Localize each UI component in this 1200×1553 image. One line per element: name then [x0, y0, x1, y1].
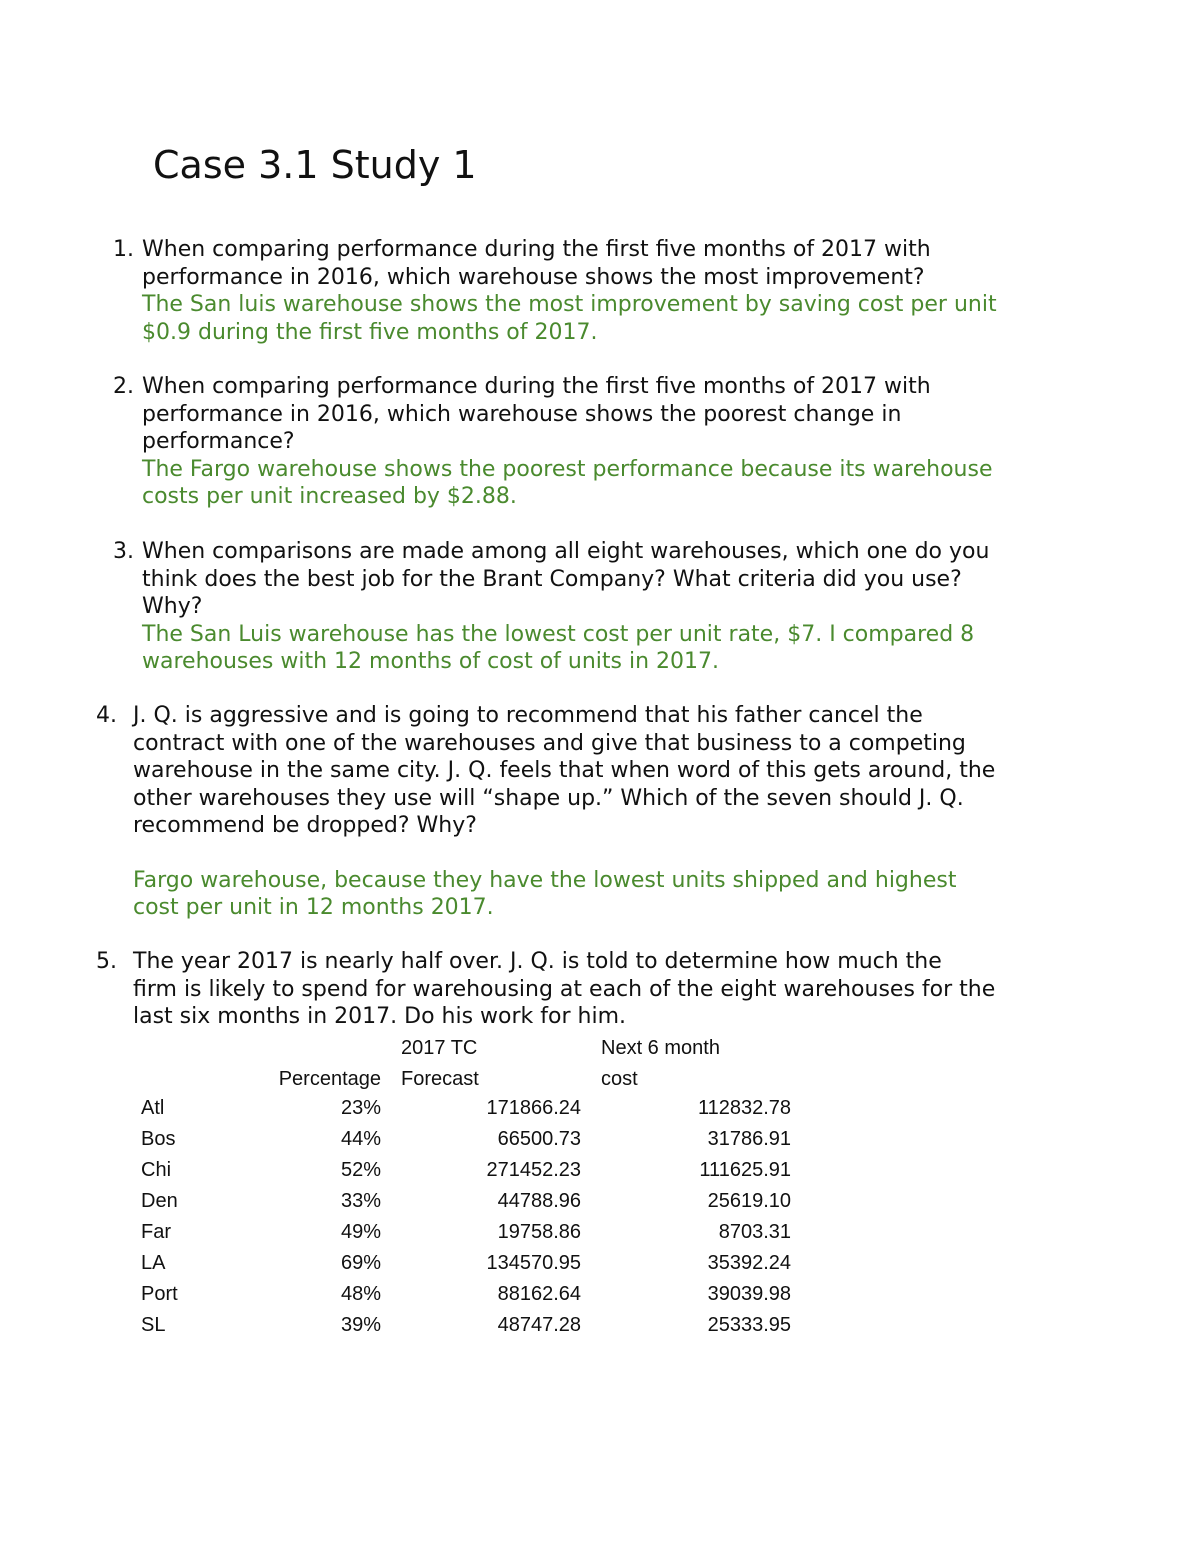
question-3: [113, 538, 1102, 676]
question-text: When comparing performance during the first five months of 2017 with performance in 2016, which warehouse shows the most improvement?: [142, 237, 931, 290]
header-2017-tc: 2017 TC: [401, 1037, 478, 1059]
percentage-cell: 44%: [340, 1128, 381, 1150]
next-6-month-cost-cell: 111625.91: [699, 1159, 791, 1181]
table-row: [128, 1248, 791, 1279]
warehouse-name: LA: [141, 1252, 166, 1274]
answer-text: The San luis warehouse shows the most improvement by saving cost per unit $0.9 during the first five months of 2017.: [142, 292, 997, 345]
tc-forecast-cell: 19758.86: [497, 1221, 581, 1243]
next-6-month-cost-cell: 31786.91: [707, 1128, 791, 1150]
next-6-month-cost-cell: 112832.78: [697, 1097, 791, 1119]
percentage-cell: 33%: [340, 1190, 381, 1212]
question-number: 4.: [96, 703, 117, 728]
tc-forecast-cell: 271452.23: [486, 1159, 581, 1181]
question-number: 1.: [113, 237, 134, 262]
warehouse-name: SL: [141, 1314, 166, 1336]
question-text: When comparisons are made among all eight warehouses, which one do you think does the best job for the Brant Company? What criteria did you use? Why?: [142, 539, 990, 619]
warehouse-name: Far: [141, 1221, 171, 1243]
tc-forecast-cell: 134570.95: [486, 1252, 581, 1274]
warehouse-name: Atl: [141, 1097, 165, 1119]
question-text: J. Q. is aggressive and is going to recommend that his father cancel the contract with one of the warehouses and give that business to a competing warehouse in the same city. J. Q. feels that when word of this gets around, the other warehouses they use will “shape up.” Which of the seven should J. Q. recommend be dropped? Why?: [133, 703, 996, 838]
percentage-cell: 39%: [340, 1314, 381, 1336]
question-4: [96, 702, 1093, 922]
warehouse-name: Den: [141, 1190, 178, 1212]
tc-forecast-cell: 48747.28: [497, 1314, 581, 1336]
table-row: [128, 1217, 791, 1248]
table-row: [128, 1186, 791, 1217]
forecast-table: [128, 1031, 791, 1341]
question-number: 2.: [113, 374, 134, 399]
tc-forecast-cell: 44788.96: [497, 1190, 581, 1212]
table-row: [128, 1279, 791, 1310]
question-number: 3.: [113, 539, 134, 564]
percentage-cell: 23%: [340, 1097, 381, 1119]
warehouse-name: Chi: [141, 1159, 172, 1181]
question-text: The year 2017 is nearly half over. J. Q. is told to determine how much the firm is likely to spend for warehousing at each of the eight warehouses for the last six months in 2017. Do his work for him.: [133, 949, 996, 1029]
table-row: [128, 1093, 791, 1124]
next-6-month-cost-cell: 8703.31: [718, 1221, 791, 1243]
header-forecast: Forecast: [401, 1068, 479, 1090]
question-2: [113, 373, 1102, 511]
table-row: [128, 1124, 791, 1155]
page-title: Case 3.1 Study 1: [153, 143, 477, 187]
table-row: [128, 1155, 791, 1186]
question-5: [96, 948, 1093, 1031]
answer-text: The San Luis warehouse has the lowest cost per unit rate, $7. I compared 8 warehouses with 12 months of cost of units in 2017.: [142, 621, 975, 674]
next-6-month-cost-cell: 35392.24: [707, 1252, 791, 1274]
answer-text: The Fargo warehouse shows the poorest performance because its warehouse costs per unit increased by $2.88.: [142, 456, 993, 509]
header-cost: cost: [601, 1068, 638, 1090]
question-number: 5.: [96, 949, 117, 974]
answer-text: Fargo warehouse, because they have the lowest units shipped and highest cost per unit in 12 months 2017.: [133, 867, 957, 920]
header-percentage: Percentage: [278, 1068, 381, 1090]
question-text: When comparing performance during the first five months of 2017 with performance in 2016, which warehouse shows the poorest change in performance?: [142, 374, 931, 454]
table-header-row: [128, 1062, 791, 1093]
tc-forecast-cell: 88162.64: [497, 1283, 581, 1305]
table-row: [128, 1310, 791, 1341]
table-header-row: [128, 1031, 791, 1062]
warehouse-name: Bos: [141, 1128, 176, 1150]
tc-forecast-cell: 171866.24: [486, 1097, 581, 1119]
next-6-month-cost-cell: 25619.10: [707, 1190, 791, 1212]
question-1: [113, 236, 1102, 346]
next-6-month-cost-cell: 39039.98: [707, 1283, 791, 1305]
percentage-cell: 48%: [340, 1283, 381, 1305]
percentage-cell: 69%: [340, 1252, 381, 1274]
header-next-6-month: Next 6 month: [601, 1037, 720, 1059]
percentage-cell: 49%: [340, 1221, 381, 1243]
tc-forecast-cell: 66500.73: [497, 1128, 581, 1150]
warehouse-name: Port: [141, 1283, 178, 1305]
percentage-cell: 52%: [340, 1159, 381, 1181]
next-6-month-cost-cell: 25333.95: [707, 1314, 791, 1336]
